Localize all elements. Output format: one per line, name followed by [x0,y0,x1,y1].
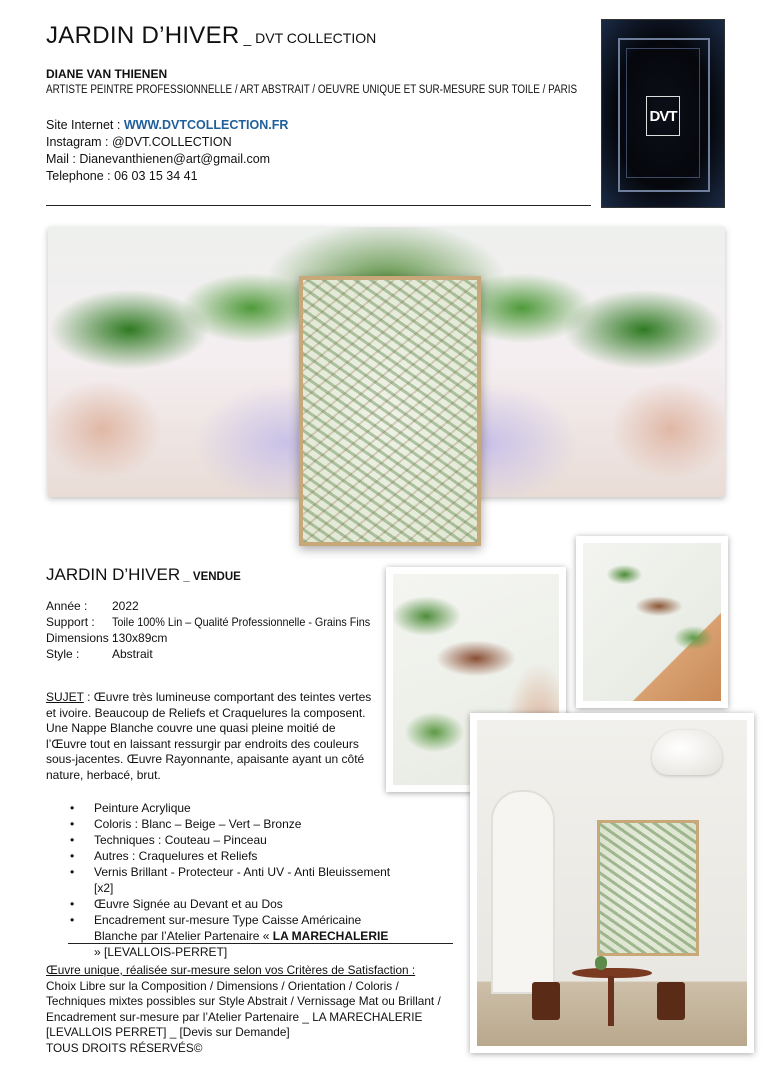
detail-photo-texture [576,536,728,708]
list-item [46,912,396,960]
phone-line: Telephone : 06 03 15 34 41 [46,169,198,183]
instagram-line: Instagram : @DVT.COLLECTION [46,135,232,149]
spec-value-support [112,614,399,630]
list-item: • Peinture Acrylique [46,800,396,816]
dvt-logo [601,19,725,208]
list-item: • Vernis Brillant - Protecteur - Anti UV - Anti Bleuissement [x2] [46,864,396,896]
room-vase [595,956,607,970]
spec-label-style: Style : [46,647,80,661]
room-doorway [491,790,555,994]
website-line [46,117,288,134]
spec-value-dimensions: 130x89cm [112,631,168,645]
room-lamp [652,730,722,775]
room-table-leg [608,976,614,1026]
work-title [46,565,241,585]
texture-detail-image [583,543,721,701]
footer-text [46,963,441,1056]
mail-line: Mail : Dianevanthienen@art@gmail.com [46,152,271,166]
subject-paragraph [46,690,376,783]
list-item: • Techniques : Couteau – Pinceau [46,832,396,848]
spec-label-support: Support : [46,615,95,629]
room-chair [532,982,560,1020]
list-item: • Coloris : Blanc – Beige – Vert – Bronze [46,816,396,832]
footer-rights: TOUS DROITS RÉSERVÉS© [46,1040,203,1055]
website-label: Site Internet : [46,118,124,132]
website-link[interactable]: WWW.DVTCOLLECTION.FR [123,118,289,132]
footer-body: Choix Libre sur la Composition / Dimensions / Orientation / Coloris / Techniques mixtes possibles sur Style Abstrait / Vernissage Mat ou Brillant / Encadrement sur-mesure par l’Atelier Partenaire _ LA MARECHALERIE [LEVALLOIS PERRET] _ [Devis sur Demande] [46,978,441,1039]
room-photo [470,713,754,1053]
list-item: • Œuvre Signée au Devant et au Dos [46,896,396,912]
framed-artwork-image [299,276,481,546]
logo-text: DVT [646,96,680,136]
work-status: _ VENDUE [180,571,241,583]
spec-value-support-text: Toile 100% Lin – Qualité Professionnelle - Grains Fins [112,615,371,629]
page-title-sub: _ DVT COLLECTION [239,30,377,46]
spec-value-style: Abstrait [112,647,153,661]
room-chair [657,982,685,1020]
spec-value-year: 2022 [112,599,139,613]
list-item: • Autres : Craquelures et Reliefs [46,848,396,864]
footer-heading: Œuvre unique, réalisée sur-mesure selon vos Critères de Satisfaction : [46,963,416,977]
artist-description-wrap [46,84,664,96]
artist-name: DIANE VAN THIENEN [46,67,168,81]
artist-description: ARTISTE PEINTRE PROFESSIONNELLE / ART ABSTRAIT / OEUVRE UNIQUE ET SUR-MESURE SUR TOILE / PARIS [46,84,578,96]
subject-text: : Œuvre très lumineuse comportant des teintes vertes et ivoire. Beaucoup de Reliefs et Craquelures la composent. Une Nappe Blanche couvre une quasi pleine moitié de l’Œuvre tout en laissant ressurgir par endroits des couleurs sous-jacentes. Œuvre Rayonnante, apaisante ayant un côté nature, herbacé, brut. [46,690,372,782]
room-image [477,720,747,1046]
room-artwork [597,820,699,956]
work-title-main: JARDIN D’HIVER [46,565,181,584]
header-divider [46,205,591,206]
subject-label: SUJET [46,690,84,704]
framing-text-pre: Encadrement sur-mesure Type Caisse Américaine Blanche par l’Atelier Partenaire « [94,913,362,943]
feature-list [46,800,396,960]
framing-text-post: » [LEVALLOIS-PERRET] [94,945,228,959]
spec-label-dimensions: Dimensions : [46,631,116,645]
page-title [46,22,376,52]
footer-divider [68,943,453,944]
page-title-main: JARDIN D’HIVER [46,22,240,49]
spec-label-year: Année : [46,599,88,613]
framing-partner: LA MARECHALERIE [272,929,389,943]
